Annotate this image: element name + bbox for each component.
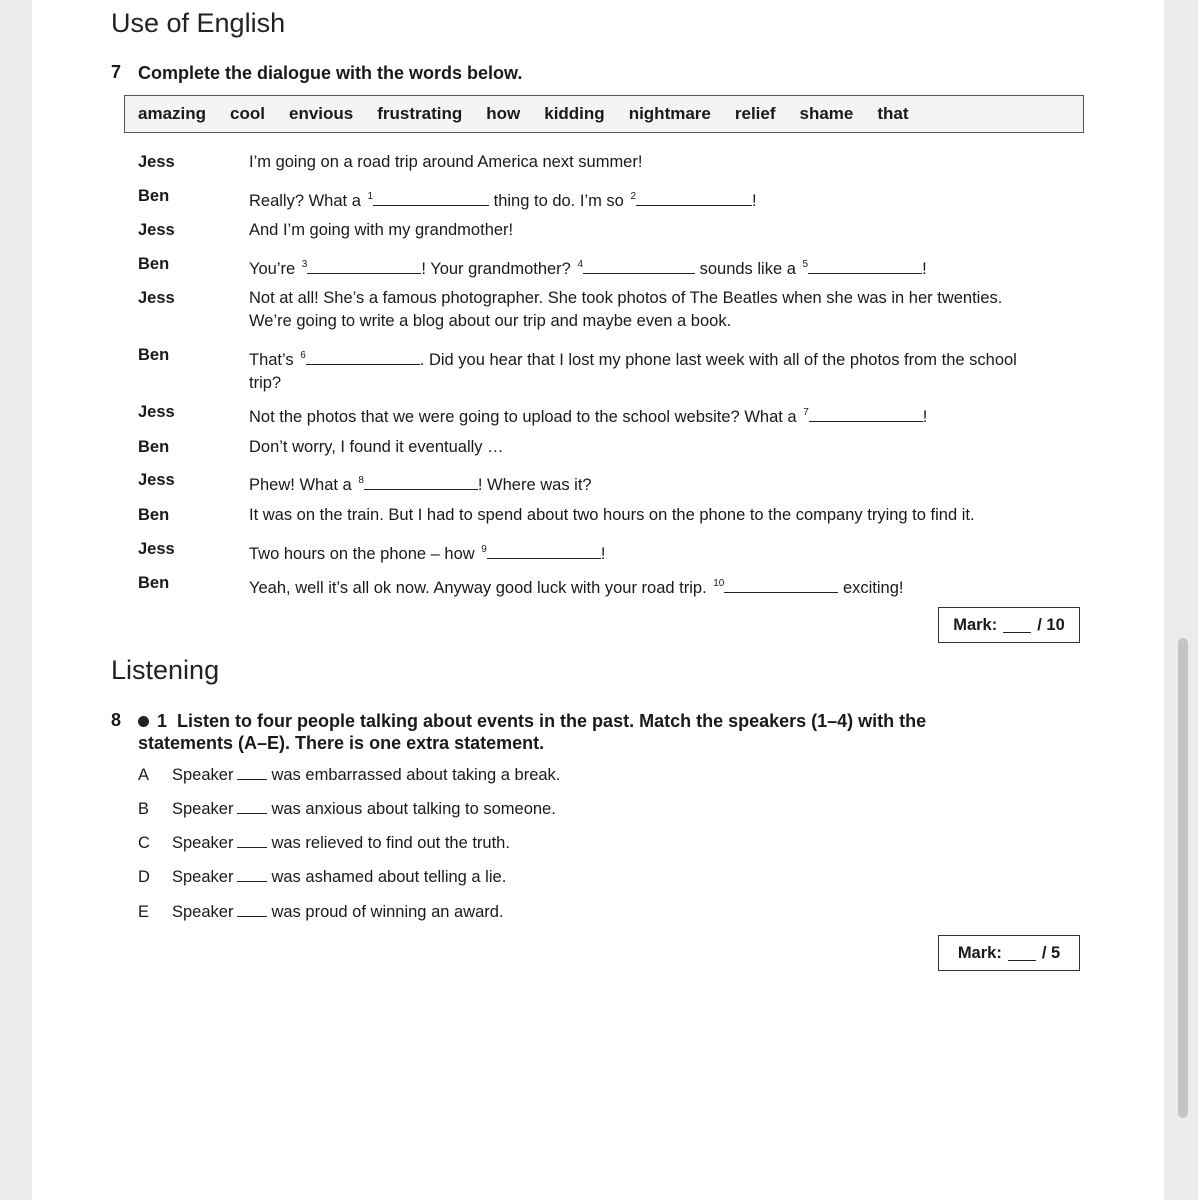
word-bank (124, 95, 1084, 133)
word-bank-item: nightmare (628, 104, 711, 123)
statement-letter: E (138, 903, 150, 921)
answer-blank-1[interactable] (373, 189, 489, 206)
speaker-name: Ben (138, 506, 170, 524)
speaker-name: Jess (138, 403, 175, 421)
question-instruction: 1 Listen to four people talking about events in the past. Match the speakers (1–4) with the statements (A–E). There is one extra statement. (138, 711, 927, 753)
speaker-name: Jess (138, 289, 175, 307)
speaker-name: Jess (138, 471, 175, 489)
word-bank-item: frustrating (377, 104, 463, 123)
speaker-answer-blank[interactable] (237, 799, 267, 814)
mark-label: Mark: (957, 943, 1002, 962)
word-bank-item: shame (799, 104, 854, 123)
question-instruction: Complete the dialogue with the words below. (138, 63, 523, 83)
speaker-answer-blank[interactable] (237, 765, 267, 780)
statement-letter: C (138, 834, 150, 852)
speaker-name: Ben (138, 255, 170, 273)
answer-blank-7[interactable] (809, 405, 923, 422)
word-bank-item: envious (288, 104, 354, 123)
speaker-name: Ben (138, 574, 170, 592)
dialogue-text: Really? What a $^1$ thing to do. I’m so $^2$ ! (249, 191, 757, 210)
worksheet-page (32, 0, 1164, 1200)
mark-total: / 5 (1041, 943, 1061, 962)
speaker-answer-blank[interactable] (237, 867, 267, 882)
speaker-name: Ben (138, 438, 170, 456)
dialogue-text: That’s $^6$ . Did you hear that I lost my phone last week with all of the photos from the school trip? (249, 350, 1017, 392)
answer-blank-3[interactable] (307, 257, 421, 274)
mark-label: Mark: (953, 615, 998, 634)
statement-letter: D (138, 868, 150, 886)
dialogue-text: Not at all! She’s a famous photographer. She took photos of The Beatles when she was in her twenties. We’re going to write a blog about our trip and maybe even a book. (249, 289, 1003, 330)
section-title-listening: Listening (111, 655, 220, 685)
answer-blank-4[interactable] (583, 257, 695, 274)
answer-blank-5[interactable] (808, 257, 922, 274)
mark-blank[interactable] (1008, 946, 1036, 961)
answer-blank-6[interactable] (306, 348, 420, 365)
dialogue-text: Not the photos that we were going to upload to the school website? What a $^7$ ! (249, 407, 928, 426)
mark-box-q8 (938, 935, 1080, 971)
speaker-name: Jess (138, 540, 175, 558)
speaker-name: Jess (138, 221, 175, 239)
statement-letter: A (138, 766, 150, 784)
speaker-name: Jess (138, 153, 175, 171)
word-bank-item: amazing (138, 104, 207, 123)
speaker-answer-blank[interactable] (237, 902, 267, 917)
statement-letter: B (138, 800, 150, 818)
mark-total: / 10 (1037, 615, 1065, 634)
speaker-name: Ben (138, 187, 170, 205)
headphones-icon (138, 716, 149, 727)
vertical-scrollbar[interactable] (1178, 638, 1188, 1118)
dialogue-text: You’re $^3$ ! Your grandmother? $^4$ sounds like a $^5$ ! (249, 259, 927, 278)
word-bank-item: that (877, 104, 909, 123)
question-number: 7 (111, 62, 122, 82)
dialogue-text: And I’m going with my grandmother! (249, 221, 514, 239)
dialogue-text: Yeah, well it’s all ok now. Anyway good luck with your road trip. $^{10}$ exciting! (249, 578, 904, 597)
answer-blank-9[interactable] (487, 542, 601, 559)
mark-box-q7 (938, 607, 1080, 643)
word-bank-item: how (486, 104, 521, 123)
answer-blank-2[interactable] (636, 189, 752, 206)
audio-track-number: 1 (157, 711, 168, 731)
answer-blank-8[interactable] (364, 473, 478, 490)
dialogue-text: Two hours on the phone – how $^9$ ! (249, 544, 606, 563)
section-title-use-of-english: Use of English (111, 8, 286, 38)
speaker-answer-blank[interactable] (237, 833, 267, 848)
word-bank-item: relief (734, 104, 776, 123)
word-bank-item: cool (230, 104, 265, 123)
speaker-name: Ben (138, 346, 170, 364)
dialogue-text: Don’t worry, I found it eventually … (249, 438, 504, 456)
question-number: 8 (111, 710, 122, 730)
word-bank-item: kidding (544, 104, 605, 123)
dialogue-text: It was on the train. But I had to spend about two hours on the phone to the company trying to find it. (249, 506, 975, 524)
mark-blank[interactable] (1003, 618, 1031, 633)
dialogue-text: I’m going on a road trip around America next summer! (249, 153, 643, 171)
answer-blank-10[interactable] (724, 576, 838, 593)
dialogue-text: Phew! What a $^8$ ! Where was it? (249, 475, 592, 494)
